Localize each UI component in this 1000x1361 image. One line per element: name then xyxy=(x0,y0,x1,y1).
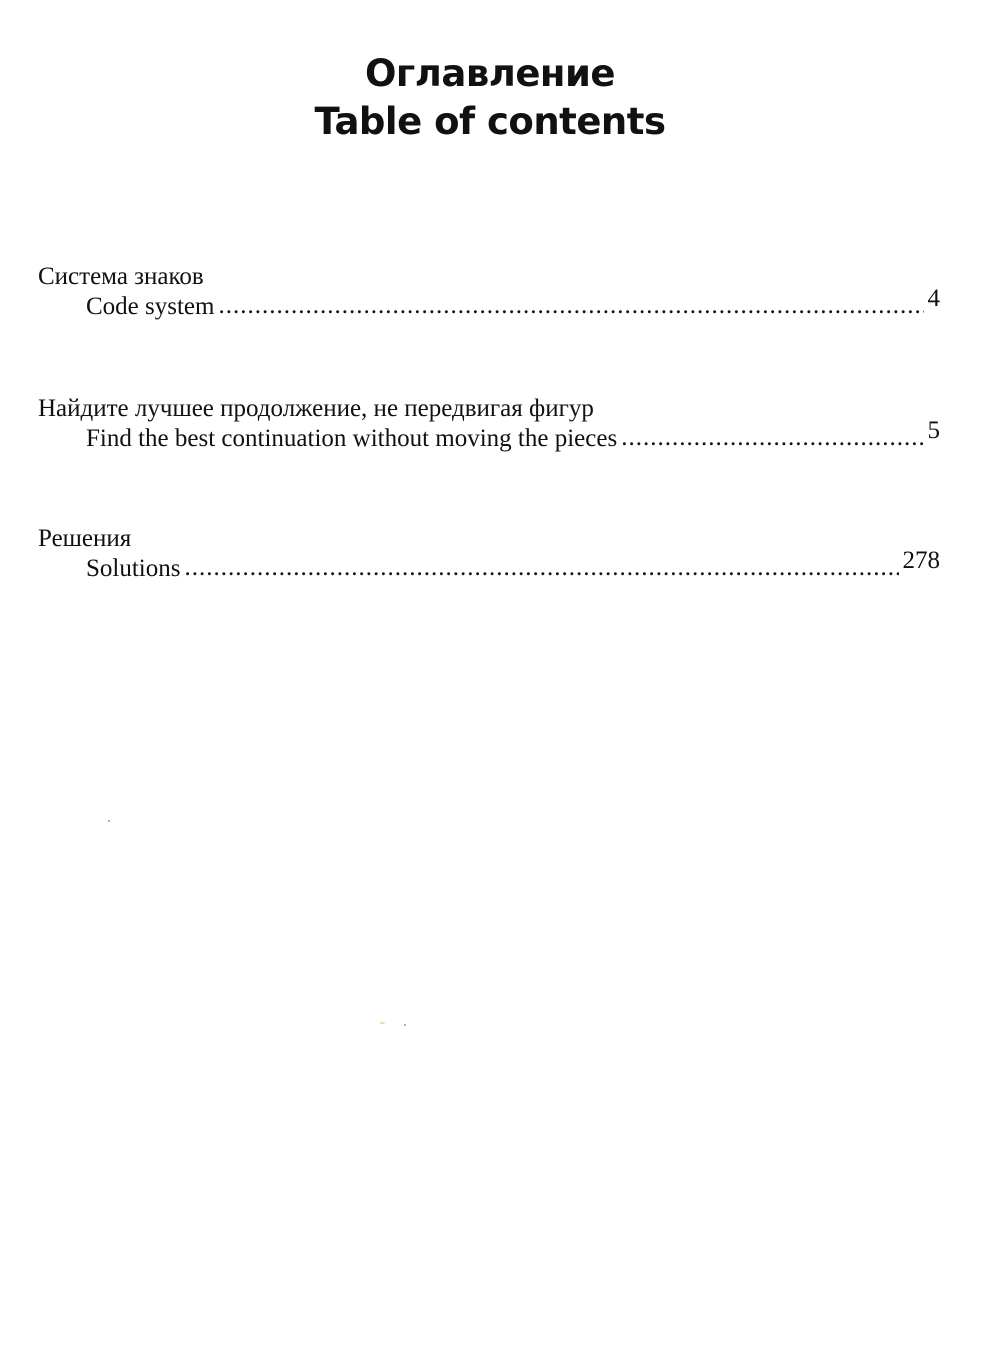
toc-entry-english-title: Solutions xyxy=(86,555,181,582)
table-of-contents xyxy=(38,262,940,656)
toc-page-number: 4 xyxy=(927,285,940,312)
toc-entry-best-continuation xyxy=(38,394,940,454)
toc-page-number: 5 xyxy=(927,417,940,444)
page-title xyxy=(0,50,980,146)
title-russian: Оглавление xyxy=(364,52,616,95)
toc-page-number: 278 xyxy=(902,547,940,574)
toc-entry-solutions xyxy=(38,524,940,584)
scan-speck xyxy=(404,1024,406,1026)
toc-entry-russian-title: Найдите лучшее продолжение, не передвигая фигур xyxy=(38,395,594,422)
dot-leader xyxy=(218,291,923,321)
dot-leader xyxy=(184,553,898,583)
toc-entry-russian-title: Решения xyxy=(38,525,132,552)
toc-entry-code-system xyxy=(38,262,940,322)
toc-entry-english-title: Find the best continuation without moving the pieces xyxy=(86,425,618,452)
title-english: Table of contents xyxy=(314,100,666,143)
scan-speck xyxy=(380,1022,385,1024)
toc-entry-english-title: Code system xyxy=(86,293,215,320)
scan-speck xyxy=(108,820,110,822)
toc-entry-russian-title: Система знаков xyxy=(38,263,204,290)
dot-leader xyxy=(621,423,923,453)
